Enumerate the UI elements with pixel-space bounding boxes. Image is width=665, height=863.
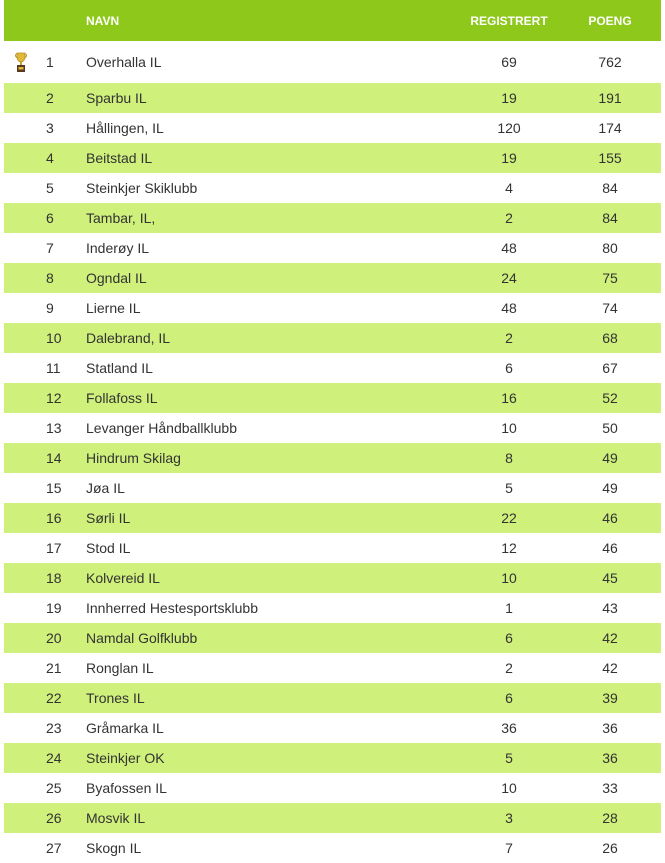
registered-count: 5 <box>505 750 513 766</box>
table-row[interactable] <box>4 473 661 503</box>
rank-cell: 14 <box>46 450 62 466</box>
club-name: Inderøy IL <box>86 240 150 256</box>
rank-cell: 1 <box>46 54 54 70</box>
registered-count: 6 <box>505 360 513 376</box>
club-name: Gråmarka IL <box>86 720 164 736</box>
registered-count: 2 <box>505 330 513 346</box>
rank-cell: 26 <box>46 810 62 826</box>
table-row[interactable] <box>4 683 661 713</box>
rank-cell: 27 <box>46 840 62 856</box>
registered-count: 48 <box>501 240 517 256</box>
rank-cell: 11 <box>46 360 61 376</box>
rank-cell: 22 <box>46 690 62 706</box>
points-value: 52 <box>602 390 618 406</box>
table-row[interactable] <box>4 533 661 563</box>
rank-cell: 20 <box>46 630 62 646</box>
rank-cell: 12 <box>46 390 62 406</box>
club-name: Levanger Håndballklubb <box>86 420 237 436</box>
table-row[interactable] <box>4 41 661 83</box>
club-name: Statland IL <box>86 360 153 376</box>
club-name: Steinkjer Skiklubb <box>86 180 198 196</box>
club-name: Tambar, IL, <box>86 210 156 226</box>
rank-cell: 17 <box>46 540 62 556</box>
registered-count: 10 <box>501 420 517 436</box>
header-points[interactable]: POENG <box>588 13 632 28</box>
registered-count: 7 <box>505 840 513 856</box>
club-name: Lierne IL <box>86 300 141 316</box>
registered-count: 48 <box>501 300 517 316</box>
club-name: Byafossen IL <box>86 780 167 796</box>
points-value: 84 <box>602 180 618 196</box>
table-row[interactable] <box>4 233 661 263</box>
table-row[interactable] <box>4 293 661 323</box>
points-value: 191 <box>598 90 622 106</box>
rank-cell: 3 <box>46 120 54 136</box>
club-name: Ronglan IL <box>86 660 154 676</box>
registered-count: 12 <box>501 540 517 556</box>
table-header <box>4 0 661 41</box>
trophy-icon <box>14 51 28 73</box>
points-value: 45 <box>602 570 618 586</box>
rank-cell: 6 <box>46 210 54 226</box>
club-name: Skogn IL <box>86 840 142 856</box>
rank-cell: 7 <box>46 240 54 256</box>
points-value: 42 <box>602 660 618 676</box>
points-value: 36 <box>602 750 618 766</box>
table-row[interactable] <box>4 503 661 533</box>
club-name: Mosvik IL <box>86 810 146 826</box>
points-value: 49 <box>602 480 618 496</box>
registered-count: 1 <box>505 600 513 616</box>
rank-cell: 18 <box>46 570 62 586</box>
table-row[interactable] <box>4 413 661 443</box>
points-value: 36 <box>602 720 618 736</box>
registered-count: 8 <box>505 450 513 466</box>
club-name: Overhalla IL <box>86 54 162 70</box>
club-name: Steinkjer OK <box>86 750 165 766</box>
registered-count: 22 <box>501 510 517 526</box>
points-value: 67 <box>602 360 618 376</box>
trophy-cell <box>4 51 38 73</box>
table-row[interactable] <box>4 563 661 593</box>
registered-count: 24 <box>501 270 517 286</box>
leaderboard-table <box>4 0 661 863</box>
points-value: 84 <box>602 210 618 226</box>
registered-count: 5 <box>505 480 513 496</box>
points-value: 42 <box>602 630 618 646</box>
club-name: Namdal Golfklubb <box>86 630 198 646</box>
rank-cell: 2 <box>46 90 54 106</box>
club-name: Trones IL <box>86 690 145 706</box>
points-value: 50 <box>602 420 618 436</box>
rank-cell: 13 <box>46 420 62 436</box>
registered-count: 6 <box>505 630 513 646</box>
table-row[interactable] <box>4 803 661 833</box>
club-name: Hållingen, IL <box>86 120 164 136</box>
table-row[interactable] <box>4 203 661 233</box>
table-row[interactable] <box>4 143 661 173</box>
rank-cell: 10 <box>46 330 62 346</box>
table-row[interactable] <box>4 323 661 353</box>
registered-count: 10 <box>501 780 517 796</box>
rank-cell: 19 <box>46 600 62 616</box>
points-value: 49 <box>602 450 618 466</box>
points-value: 68 <box>602 330 618 346</box>
rank-cell: 25 <box>46 780 62 796</box>
points-value: 46 <box>602 540 618 556</box>
points-value: 26 <box>602 840 618 856</box>
registered-count: 69 <box>501 54 517 70</box>
registered-count: 19 <box>501 150 517 166</box>
points-value: 46 <box>602 510 618 526</box>
rank-cell: 5 <box>46 180 54 196</box>
club-name: Hindrum Skilag <box>86 450 181 466</box>
registered-count: 36 <box>501 720 517 736</box>
rank-cell: 4 <box>46 150 54 166</box>
rank-cell: 21 <box>46 660 62 676</box>
rank-cell: 15 <box>46 480 62 496</box>
registered-count: 6 <box>505 690 513 706</box>
registered-count: 120 <box>497 120 521 136</box>
points-value: 43 <box>602 600 618 616</box>
registered-count: 2 <box>505 660 513 676</box>
rank-cell: 16 <box>46 510 62 526</box>
header-name[interactable]: NAVN <box>86 13 120 28</box>
club-name: Jøa IL <box>86 480 125 496</box>
table-row[interactable] <box>4 443 661 473</box>
points-value: 155 <box>598 150 622 166</box>
table-row[interactable] <box>4 833 661 863</box>
points-value: 762 <box>598 54 622 70</box>
registered-count: 3 <box>505 810 513 826</box>
table-row[interactable] <box>4 113 661 143</box>
table-row[interactable] <box>4 173 661 203</box>
table-row[interactable] <box>4 593 661 623</box>
points-value: 28 <box>602 810 618 826</box>
club-name: Sparbu IL <box>86 90 147 106</box>
rank-cell: 24 <box>46 750 62 766</box>
club-name: Ogndal IL <box>86 270 147 286</box>
registered-count: 16 <box>501 390 517 406</box>
table-row[interactable] <box>4 623 661 653</box>
table-row[interactable] <box>4 653 661 683</box>
rank-cell: 9 <box>46 300 54 316</box>
points-value: 75 <box>602 270 618 286</box>
table-row[interactable] <box>4 773 661 803</box>
table-row[interactable] <box>4 83 661 113</box>
points-value: 80 <box>602 240 618 256</box>
points-value: 33 <box>602 780 618 796</box>
club-name: Beitstad IL <box>86 150 153 166</box>
table-row[interactable] <box>4 353 661 383</box>
club-name: Follafoss IL <box>86 390 158 406</box>
rank-cell: 23 <box>46 720 62 736</box>
header-registered[interactable]: REGISTRERT <box>470 13 548 28</box>
rank-cell: 8 <box>46 270 54 286</box>
table-body <box>4 41 661 863</box>
points-value: 74 <box>602 300 618 316</box>
registered-count: 10 <box>501 570 517 586</box>
registered-count: 19 <box>501 90 517 106</box>
points-value: 174 <box>598 120 622 136</box>
table-row[interactable] <box>4 713 661 743</box>
registered-count: 2 <box>505 210 513 226</box>
club-name: Stod IL <box>86 540 131 556</box>
club-name: Dalebrand, IL <box>86 330 171 346</box>
table-row[interactable] <box>4 263 661 293</box>
points-value: 39 <box>602 690 618 706</box>
table-row[interactable] <box>4 743 661 773</box>
table-row[interactable] <box>4 383 661 413</box>
registered-count: 4 <box>505 180 513 196</box>
club-name: Sørli IL <box>86 510 131 526</box>
club-name: Kolvereid IL <box>86 570 160 586</box>
club-name: Innherred Hestesportsklubb <box>86 600 258 616</box>
